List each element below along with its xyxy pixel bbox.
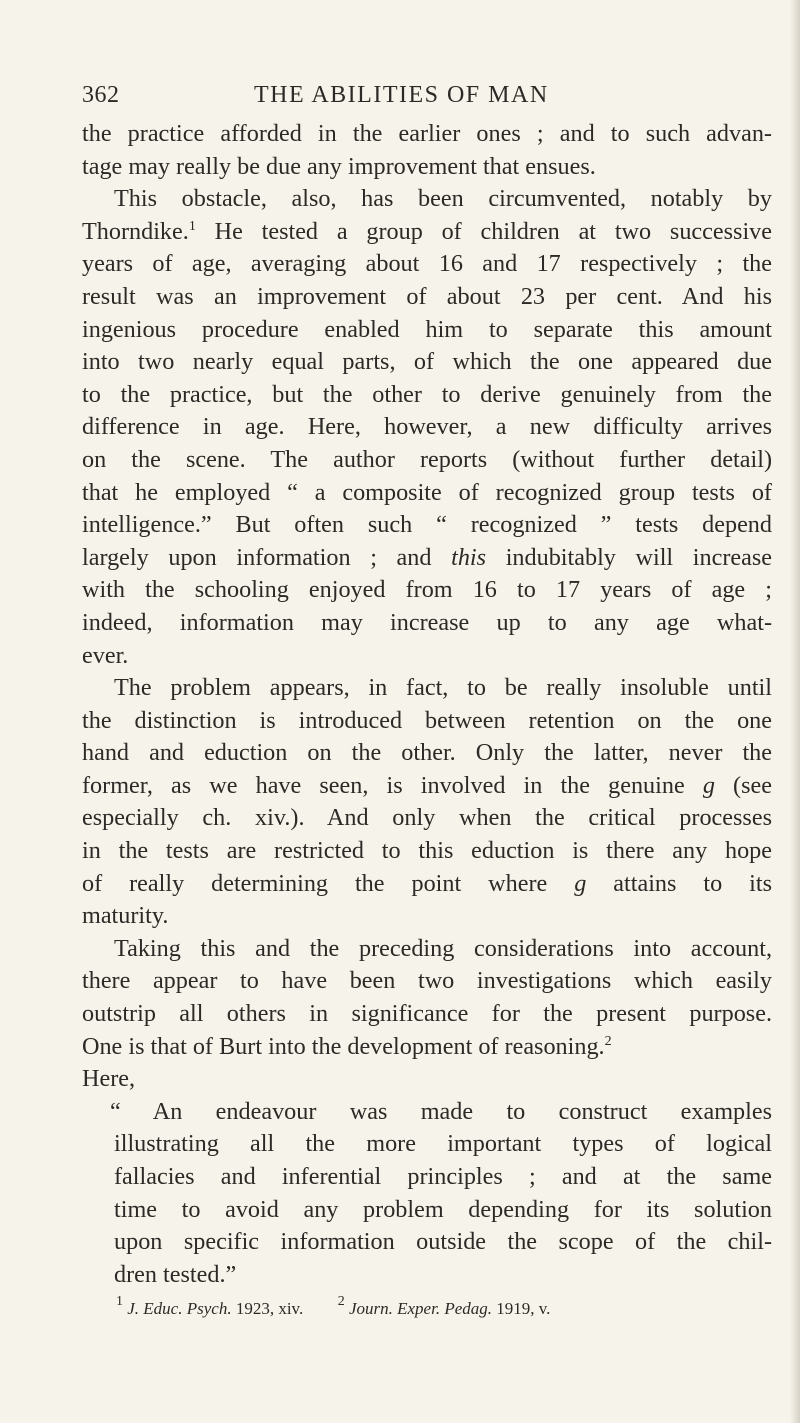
text-line: with the schooling enjoyed from 16 to 17 years of age ; — [82, 576, 772, 604]
footnote-ref-2: 2 — [604, 1033, 612, 1049]
emphasis: g — [574, 869, 587, 897]
footnote-1-source: J. Educ. Psych. — [127, 1299, 232, 1319]
footnote-1-detail: 1923, xiv. — [235, 1299, 304, 1319]
text-line: on the scene. The author reports (without further detail) — [82, 445, 772, 473]
footnote-marker-1: 1 — [116, 1294, 123, 1310]
text-fragment: largely upon information ; and — [82, 543, 432, 571]
text-line — [82, 770, 772, 803]
text-line: the distinction is introduced between retention on the one — [82, 706, 772, 734]
text-line: ingenious procedure enabled him to separate this amount — [82, 315, 772, 343]
text-line: the practice afforded in the earlier ones ; and to such advan- — [82, 120, 772, 147]
page — [82, 82, 772, 1321]
text-line: into two nearly equal parts, of which the one appeared due — [82, 348, 772, 376]
page-edge-shadow — [790, 0, 800, 1423]
text-line: in the tests are restricted to this eduction is there any hope — [82, 837, 772, 865]
text-line: indeed, information may increase up to any age what- — [82, 608, 772, 636]
text-line: maturity. — [82, 902, 169, 930]
quote-line: time to avoid any problem depending for its solution — [114, 1195, 772, 1223]
text-fragment: (see — [733, 771, 772, 799]
text-fragment: of really determining the point where — [82, 869, 548, 897]
text-line: outstrip all others in significance for the present purpose. — [82, 1000, 772, 1028]
footnote-marker-2: 2 — [337, 1294, 345, 1310]
text-line: to the practice, but the other to derive genuinely from the — [82, 380, 772, 408]
text-fragment: He tested a group of children at two successive — [214, 217, 772, 245]
quote-line: fallacies and inferential principles ; and at the same — [114, 1163, 772, 1190]
quote-line: illustrating all the more important types of logical — [114, 1130, 772, 1158]
text-line: tage may really be due any improvement that ensues. — [82, 152, 596, 180]
footnotes — [82, 1294, 772, 1321]
text-line — [82, 868, 772, 901]
text-line: that he employed “ a composite of recognized group tests of — [82, 478, 772, 506]
quote-line: “ An endeavour was made to construct examples — [110, 1097, 772, 1125]
text-line: Taking this and the preceding considerations into account, — [114, 934, 772, 962]
text-line: intelligence.” But often such “ recognized ” tests depend — [82, 511, 772, 539]
page-number: 362 — [82, 82, 120, 108]
text-line — [82, 542, 772, 575]
footnote-2-source: Journ. Exper. Pedag. — [348, 1299, 493, 1319]
text-fragment: Thorndike. — [82, 217, 189, 245]
text-line — [82, 216, 772, 249]
text-line: hand and eduction on the other. Only the latter, never the — [82, 739, 772, 767]
quote-line: dren tested.” — [114, 1260, 237, 1288]
body-text — [82, 118, 772, 1291]
emphasis: g — [702, 771, 715, 799]
text-line — [82, 1031, 772, 1064]
footnote-2-detail: 1919, v. — [496, 1299, 551, 1319]
text-line: there appear to have been two investigations which easily — [82, 967, 772, 995]
text-line: result was an improvement of about 23 per cent. And his — [82, 282, 772, 310]
text-line: Here, — [82, 1065, 136, 1093]
text-line: This obstacle, also, has been circumvented, notably by — [114, 185, 772, 213]
text-fragment: indubitably will increase — [505, 543, 773, 571]
text-fragment: attains to its — [613, 869, 773, 897]
text-line: The problem appears, in fact, to be really insoluble until — [114, 674, 772, 702]
text-line: difference in age. Here, however, a new difficulty arrives — [82, 413, 772, 441]
running-head — [82, 82, 772, 118]
running-title: THE ABILITIES OF MAN — [254, 82, 549, 108]
emphasis: this — [451, 543, 487, 571]
footnote-ref-1: 1 — [188, 218, 196, 234]
text-fragment: One is that of Burt into the development of reasoning. — [82, 1032, 605, 1060]
text-line: ever. — [82, 641, 129, 669]
text-line: especially ch. xiv.). And only when the critical processes — [82, 804, 772, 832]
text-fragment: former, as we have seen, is involved in the genuine — [82, 771, 685, 799]
quote-line: upon specific information outside the scope of the chil- — [114, 1228, 772, 1256]
text-line: years of age, averaging about 16 and 17 respectively ; the — [82, 250, 772, 278]
